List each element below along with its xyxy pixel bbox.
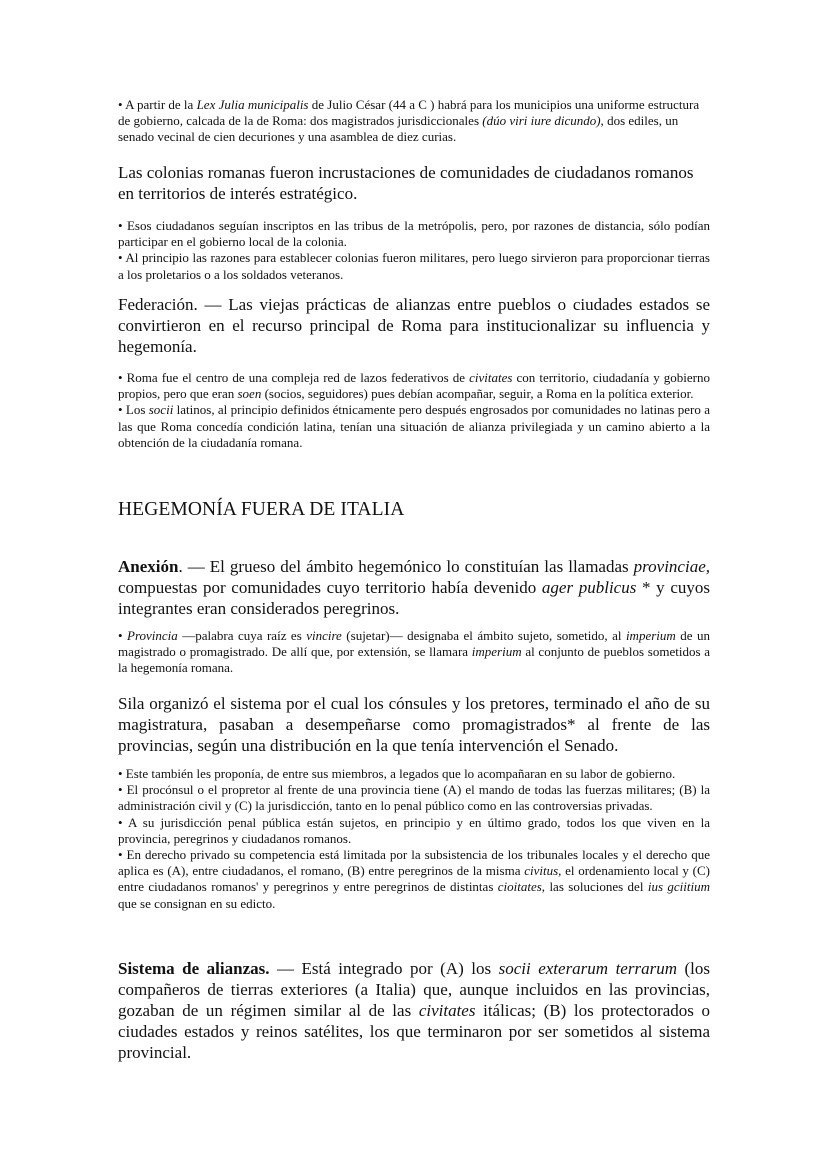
bullet-razones-militares: • Al principio las razones para establecer colonias fueron militares, pero luego sirvieron para proporcionar tierras a los proletarios o a los soldados veteranos. [118,250,710,282]
bullet-proconsul: • El procónsul o el propretor al frente de una provincia tiene (A) el mando de todas las fuerzas militares; (B) la administración civil y (C) la jurisdicción, tanto en lo penal público como en las controversias privadas. [118,782,710,814]
bullets-federacion [118,370,710,451]
bullets-sila [118,766,710,912]
paragraph-colonias: Las colonias romanas fueron incrustaciones de comunidades de ciudadanos romanos en territorios de interés estratégico. [118,163,694,203]
paragraph-sila: Sila organizó el sistema por el cual los cónsules y los pretores, terminado el año de su magistratura, pasaban a desempeñarse como promagistrados* al frente de las provincias, según una distribución en la que tenía intervención el Senado. [118,694,710,755]
bullet-roma-centro: • Roma fue el centro de una compleja red de lazos federativos de civitates con territorio, ciudadanía y gobierno propios, pero que eran soen (socios, seguidores) pues debían acompañar, seguir, a Roma en la política exterior. [118,370,710,402]
bullet-ciudadanos: • Esos ciudadanos seguían inscriptos en las tribus de la metrópolis, pero, por razones de distancia, sólo podían participar en el gobierno local de la colonia. [118,218,710,250]
bullets-colonias [118,218,710,283]
bullet-socii-latinos: • Los socii latinos, al principio definidos étnicamente pero después engrosados por comunidades no latinas pero a las que Roma concedía condición latina, tenían una situación de alianza privilegiada y un camino abierto a la obtención de la ciudadanía romana. [118,402,710,450]
bullet-lex-julia: • A partir de la Lex Julia municipalis de Julio César (44 a C ) habrá para los municipios una uniforme estructura de gobierno, calcada de la de Roma: dos magistrados jurisdiccionales (dúo viri iure dicundo), dos ediles, un senado vecinal de cien decuriones y una asamblea de diez curias. [118,97,700,145]
bullet-provincia: • Provincia —palabra cuya raíz es vincire (sujetar)— designaba el ámbito sujeto, sometido, al imperium de un magistrado o promagistrado. De allí que, por extensión, se llamara imperium al conjunto de pueblos sometidos a la hegemonía romana. [118,628,710,676]
bullet-derecho-privado: • En derecho privado su competencia está limitada por la subsistencia de los tribunales locales y el derecho que aplica es (A), entre ciudadanos, el romano, (B) entre peregrinos de la misma civitus, el ordenamiento local y (C) entre ciudadanos romanos' y peregrinos y entre peregrinos de distintas cioitates, las soluciones del ius gciitium que se consignan en su edicto. [118,847,710,911]
section-heading: HEGEMONÍA FUERA DE ITALIA [118,499,405,520]
paragraph-sistema-alianzas: Sistema de alianzas. — Está integrado por (A) los socii exterarum terrarum (los compañeros de tierras exteriores (a Italia) que, aunque incluidos en las provincias, gozaban de un régimen similar al de las civitates itálicas; (B) los protectorados o ciudades estados y reinos satélites, los que terminaron por ser sometidos al sistema provincial. [118,959,710,1062]
bullet-legados: • Este también les proponía, de entre sus miembros, a legados que lo acompañaran en su labor de gobierno. [118,766,676,781]
bullet-jurisdiccion-penal: • A su jurisdicción penal pública están sujetos, en principio y en último grado, todos los que viven en la provincia, peregrinos y ciudadanos romanos. [118,814,710,846]
paragraph-anexion: Anexión. — El grueso del ámbito hegemónico lo constituían las llamadas provinciae, compuestas por comunidades cuyo territorio había devenido ager publicus * y cuyos integrantes eran considerados peregrinos. [118,557,710,618]
paragraph-federacion: Federación. — Las viejas prácticas de alianzas entre pueblos o ciudades estados se convirtieron en el recurso principal de Roma para institucionalizar su influencia y hegemonía. [118,295,710,356]
